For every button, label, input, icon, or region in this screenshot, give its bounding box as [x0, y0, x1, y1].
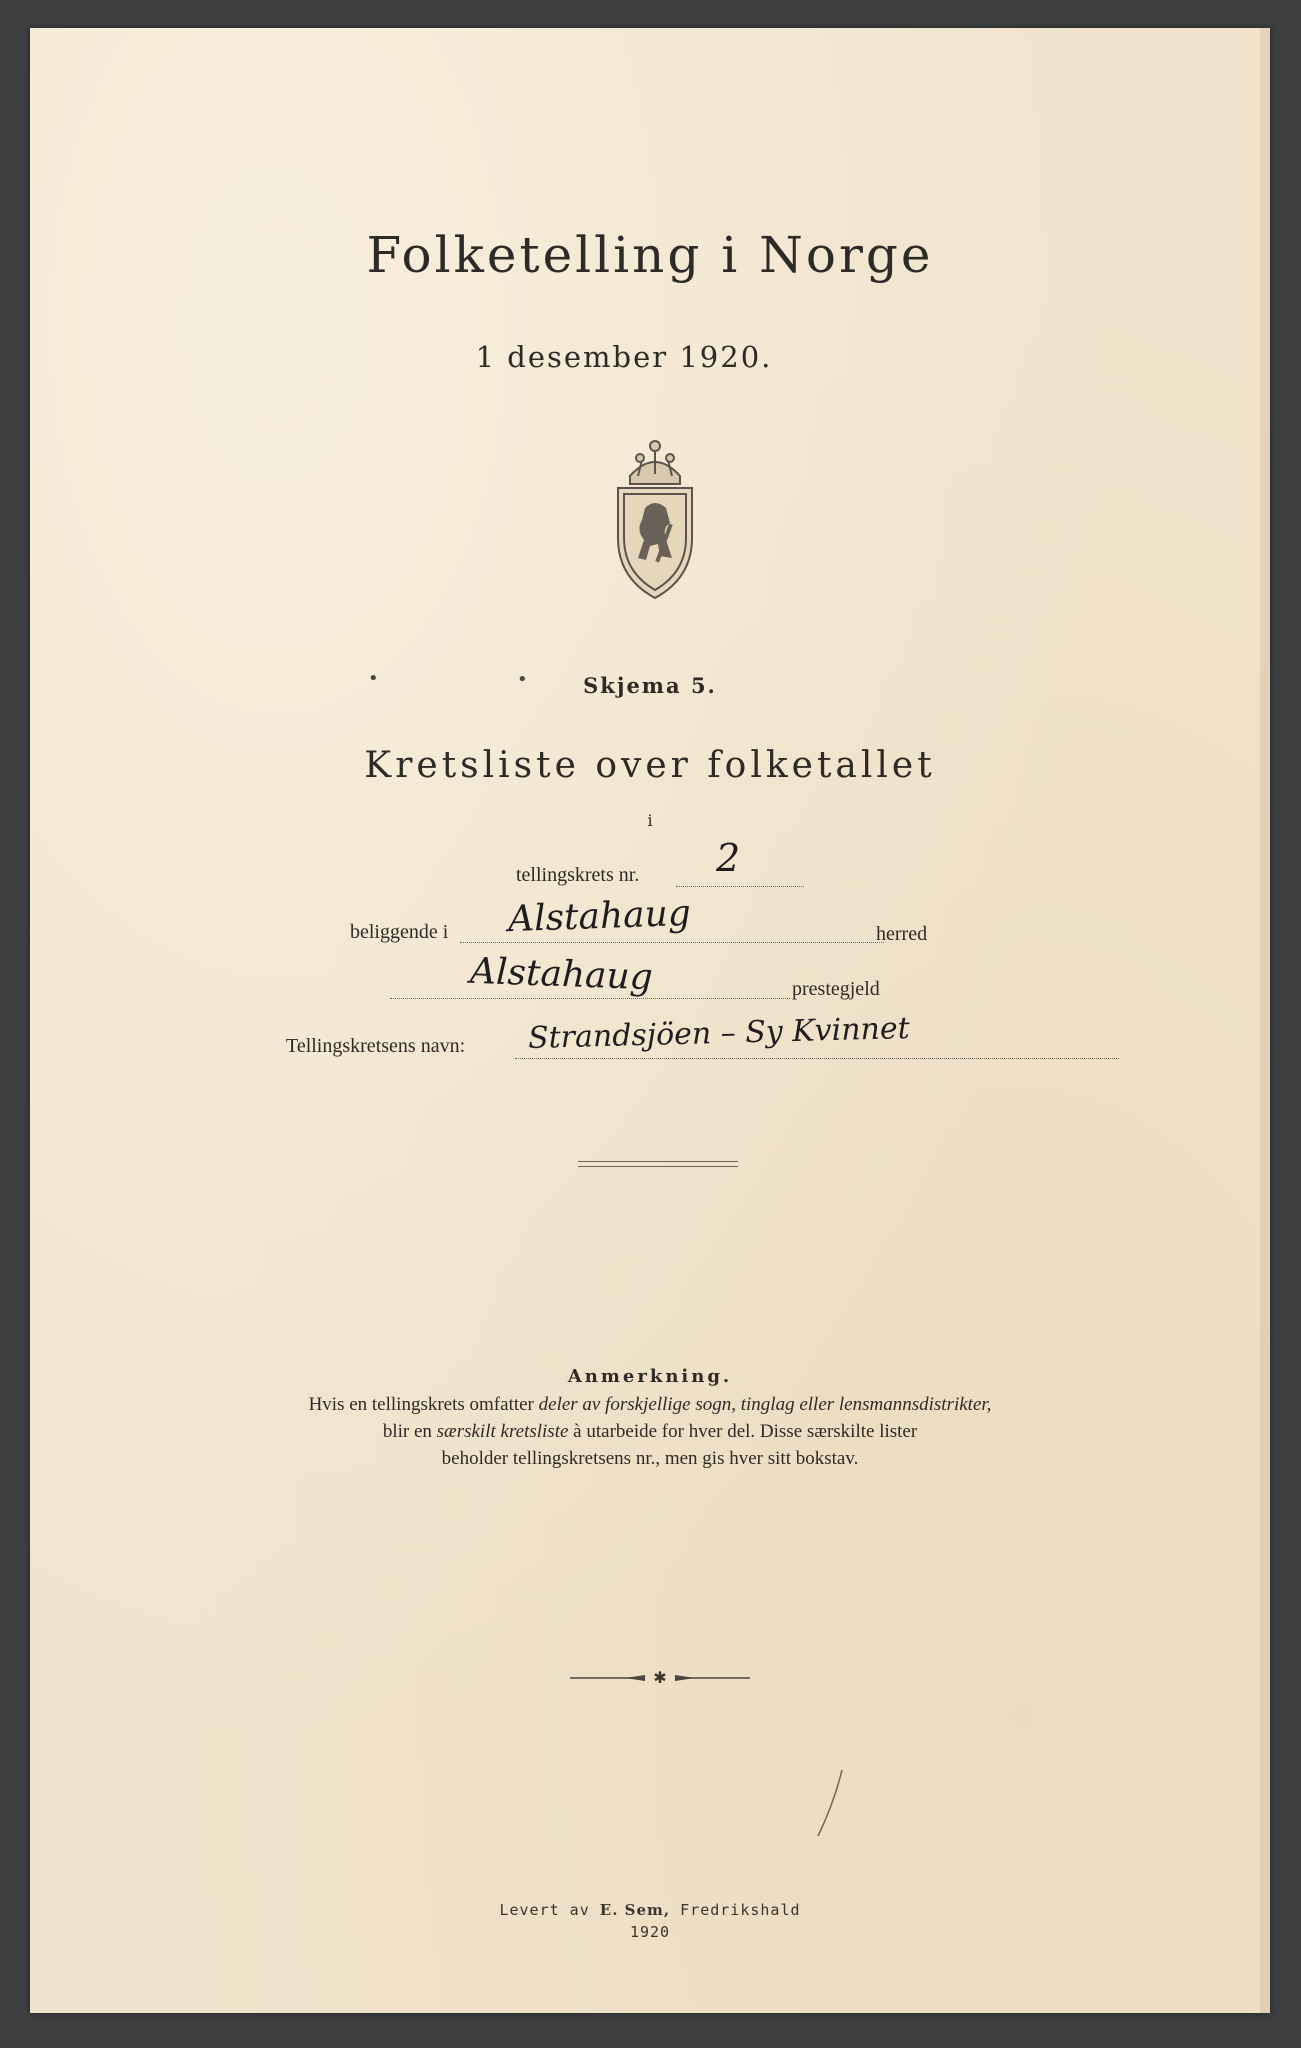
tellingskrets-dotted-line — [676, 886, 804, 887]
document-title: Folketelling i Norge — [366, 226, 934, 284]
schema-number: Skjema 5. — [583, 673, 717, 698]
document-date: 1 desember 1920. — [475, 340, 773, 374]
note-title: Anmerkning. — [567, 1366, 733, 1387]
note-line-1: Hvis en tellingskrets omfatter deler av forskjellige sogn, tinglag eller lensmannsdistrikter, — [308, 1394, 992, 1415]
note-line-2: blir en særskilt kretsliste à utarbeide for hver del. Disse særskilte lister — [382, 1421, 918, 1442]
section-divider — [578, 1161, 738, 1167]
ornament-divider — [570, 1668, 750, 1688]
note-line-3: beholder tellingskretsens nr., men gis hver sitt bokstav. — [441, 1448, 859, 1469]
note-body — [30, 1391, 1270, 1472]
prestegjeld-dotted-line — [390, 998, 790, 999]
beliggende-label: beliggende i — [350, 921, 449, 943]
form-heading: Kretsliste over folketallet — [364, 745, 936, 786]
printer-line: Levert av E. Sem, Fredrikshald — [499, 1901, 801, 1919]
printer-footer — [30, 1899, 1270, 1943]
herred-label: herred — [876, 923, 928, 945]
stray-mark: • — [368, 668, 379, 689]
tellingskrets-value: 2 — [716, 836, 741, 880]
tellingskrets-label: tellingskrets nr. — [516, 864, 640, 886]
navn-dotted-line — [515, 1058, 1119, 1059]
navn-label: Tellingskretsens navn: — [286, 1035, 466, 1057]
norwegian-coat-of-arms-icon — [600, 428, 710, 603]
census-form-page — [30, 28, 1270, 2013]
connector-word: i — [647, 811, 653, 830]
stray-mark: • — [517, 669, 528, 690]
svg-text:✱: ✱ — [653, 1668, 667, 1687]
prestegjeld-label: prestegjeld — [792, 978, 880, 1000]
beliggende-dotted-line — [460, 942, 884, 943]
beliggende-value: Alstahaug — [507, 892, 692, 941]
prestegjeld-value: Alstahaug — [469, 950, 654, 999]
navn-value: Strandsjöen – Sy Kvinnet — [527, 1011, 911, 1056]
printer-year: 1920 — [629, 1923, 671, 1941]
pencil-stroke — [810, 1768, 850, 1838]
